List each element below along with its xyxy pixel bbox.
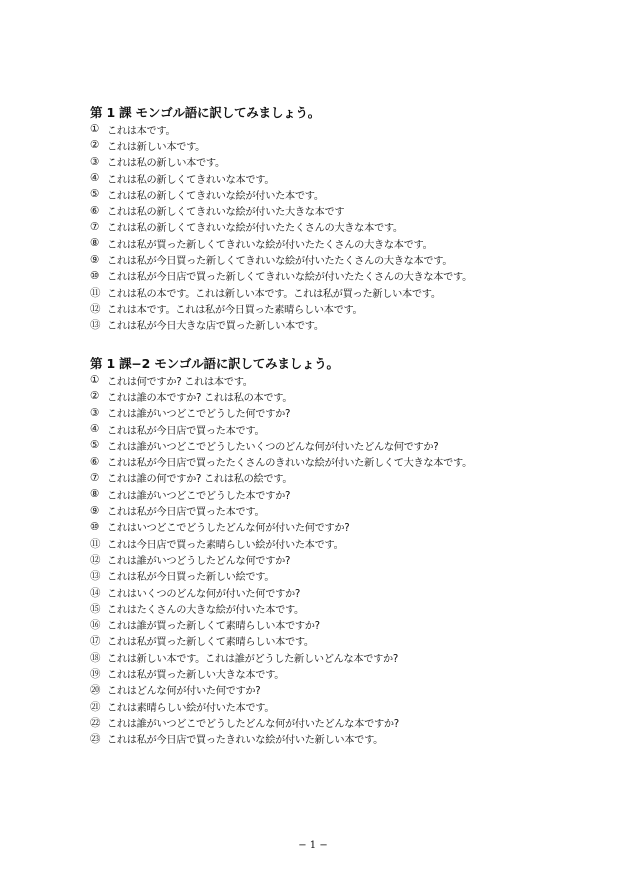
item-sentence: これはいくつのどんな何が付いた何ですか? [107,588,300,600]
item-number: ① [90,123,100,136]
item-number: ⑬ [90,570,101,583]
item-number: ④ [90,423,100,436]
item-number: ⑨ [90,253,100,266]
list-item [90,698,590,714]
list-item [90,486,590,502]
item-number: ㉑ [90,700,101,713]
list-item [90,682,590,698]
item-sentence: これは私の新しい本です。 [107,158,225,170]
item-number: ⑨ [90,504,100,517]
item-number: ⑬ [90,319,101,332]
item-number: ⑰ [90,635,101,648]
item-number: ㉓ [90,733,101,746]
item-sentence: これは私が今日店で買った本です。 [107,425,265,437]
item-number: ② [90,139,100,152]
item-number: ⑤ [90,439,100,452]
item-sentence: これは誰が買った新しくて素晴らしい本ですか? [107,621,320,633]
item-sentence: これは誰がいつどこでどうしたどんな何が付いたどんな本ですか? [107,718,399,730]
item-sentence: これは何ですか? これは本です。 [107,376,253,388]
item-number: ⑩ [90,520,100,533]
item-sentence: これは私が今日買った新しくてきれいな絵が付いたたくさんの大きな本です。 [107,256,453,268]
lesson-1-heading: 第 1 課 モンゴル語に訳してみましょう。 [90,105,321,120]
item-number: ⑦ [90,471,100,484]
item-number: ㉒ [90,716,101,729]
item-number: ② [90,390,100,403]
list-item [90,137,590,153]
list-item [90,121,590,137]
item-sentence: これは私が今日大きな店で買った新しい本です。 [107,321,324,333]
list-item [90,251,590,267]
list-item [90,600,590,616]
list-item [90,235,590,251]
item-number: ① [90,374,100,387]
list-item [90,388,590,404]
item-sentence: これは私が今日店で買ったきれいな絵が付いた新しい本です。 [107,735,384,747]
page-number: − 1 − [298,840,328,851]
list-item [90,284,590,300]
list-item [90,519,590,535]
list-item [90,219,590,235]
item-sentence: これは私が買った新しくて素晴らしい本です。 [107,637,314,649]
item-number: ⑥ [90,455,100,468]
list-item [90,300,590,316]
item-number: ⑯ [90,619,101,632]
lesson-1-2-heading: 第 1 課−2 モンゴル語に訳してみましょう。 [90,356,339,371]
item-sentence: これは誰がいつどこでどうしたいくつのどんな何が付いたどんな何ですか? [107,441,439,453]
item-number: ③ [90,155,100,168]
item-number: ⑱ [90,651,101,664]
list-item [90,535,590,551]
item-sentence: これは私が今日店で買った新しくてきれいな絵が付いたたくさんの大きな本です。 [107,272,473,284]
item-number: ⑥ [90,204,100,217]
list-item [90,154,590,170]
item-sentence: これは私が今日店で買ったたくさんのきれいな絵が付いた新しくて大きな本です。 [107,458,473,470]
item-sentence: これは新しい本です。これは誰がどうした新しいどんな本ですか? [107,653,399,665]
item-sentence: これは私が買った新しい大きな本です。 [107,669,285,681]
list-item [90,202,590,218]
list-item [90,568,590,584]
item-sentence: これは私の本です。これは新しい本です。これは私が買った新しい本です。 [107,288,441,300]
item-sentence: これは本です。 [107,125,176,137]
list-item [90,665,590,681]
item-sentence: これは私が今日店で買った本です。 [107,507,265,519]
list-item [90,437,590,453]
item-number: ⑧ [90,237,100,250]
list-item [90,170,590,186]
item-sentence: これは私が買った新しくてきれいな絵が付いたたくさんの大きな本です。 [107,239,433,251]
item-sentence: これはいつどこでどうしたどんな何が付いた何ですか? [107,523,350,535]
item-number: ⑳ [90,684,101,697]
list-item [90,268,590,284]
item-sentence: これは誰がいつどこでどうした本ですか? [107,490,291,502]
item-number: ⑫ [90,302,101,315]
item-sentence: これはどんな何が付いた何ですか? [107,686,261,698]
item-sentence: これは誰の何ですか? これは私の絵です。 [107,474,293,486]
item-sentence: これは本です。これは私が今日買った素晴らしい本です。 [107,304,363,316]
item-sentence: これは私が今日買った新しい絵です。 [107,572,275,584]
item-sentence: これは誰の本ですか? これは私の本です。 [107,392,293,404]
item-sentence: これはたくさんの大きな絵が付いた本です。 [107,604,304,616]
list-item [90,470,590,486]
item-number: ⑭ [90,586,101,599]
lesson-1-section [90,104,590,333]
list-item [90,502,590,518]
list-item [90,616,590,632]
item-number: ③ [90,406,100,419]
list-item [90,453,590,469]
item-number: ⑲ [90,667,101,680]
list-item [90,584,590,600]
item-sentence: これは誰がいつどうしたどんな何ですか? [107,555,291,567]
item-sentence: これは新しい本です。 [107,141,206,153]
item-number: ④ [90,172,100,185]
item-number: ⑮ [90,602,101,615]
item-number: ⑦ [90,220,100,233]
item-sentence: これは私の新しくてきれいな絵が付いた本です。 [107,190,324,202]
list-item [90,714,590,730]
item-sentence: これは私の新しくてきれいな本です。 [107,174,275,186]
list-item [90,551,590,567]
list-item [90,421,590,437]
item-sentence: これは私の新しくてきれいな絵が付いた大きな本です [107,207,345,219]
item-sentence: これは私の新しくてきれいな絵が付いたたくさんの大きな本です。 [107,223,403,235]
item-number: ⑪ [90,537,101,550]
item-sentence: これは誰がいつどこでどうした何ですか? [107,409,291,421]
item-number: ⑧ [90,488,100,501]
list-item [90,372,590,388]
item-sentence: これは素晴らしい絵が付いた本です。 [107,702,275,714]
lesson-1-2-section [90,355,590,747]
lesson-1-sentence-list [90,121,590,333]
list-item [90,633,590,649]
list-item [90,405,590,421]
item-number: ⑤ [90,188,100,201]
item-number: ⑩ [90,269,100,282]
list-item [90,186,590,202]
item-sentence: これは今日店で買った素晴らしい絵が付いた本です。 [107,539,344,551]
item-number: ⑫ [90,553,101,566]
list-item [90,731,590,747]
item-number: ⑪ [90,286,101,299]
list-item [90,649,590,665]
lesson-1-2-sentence-list [90,372,590,747]
list-item [90,317,590,333]
